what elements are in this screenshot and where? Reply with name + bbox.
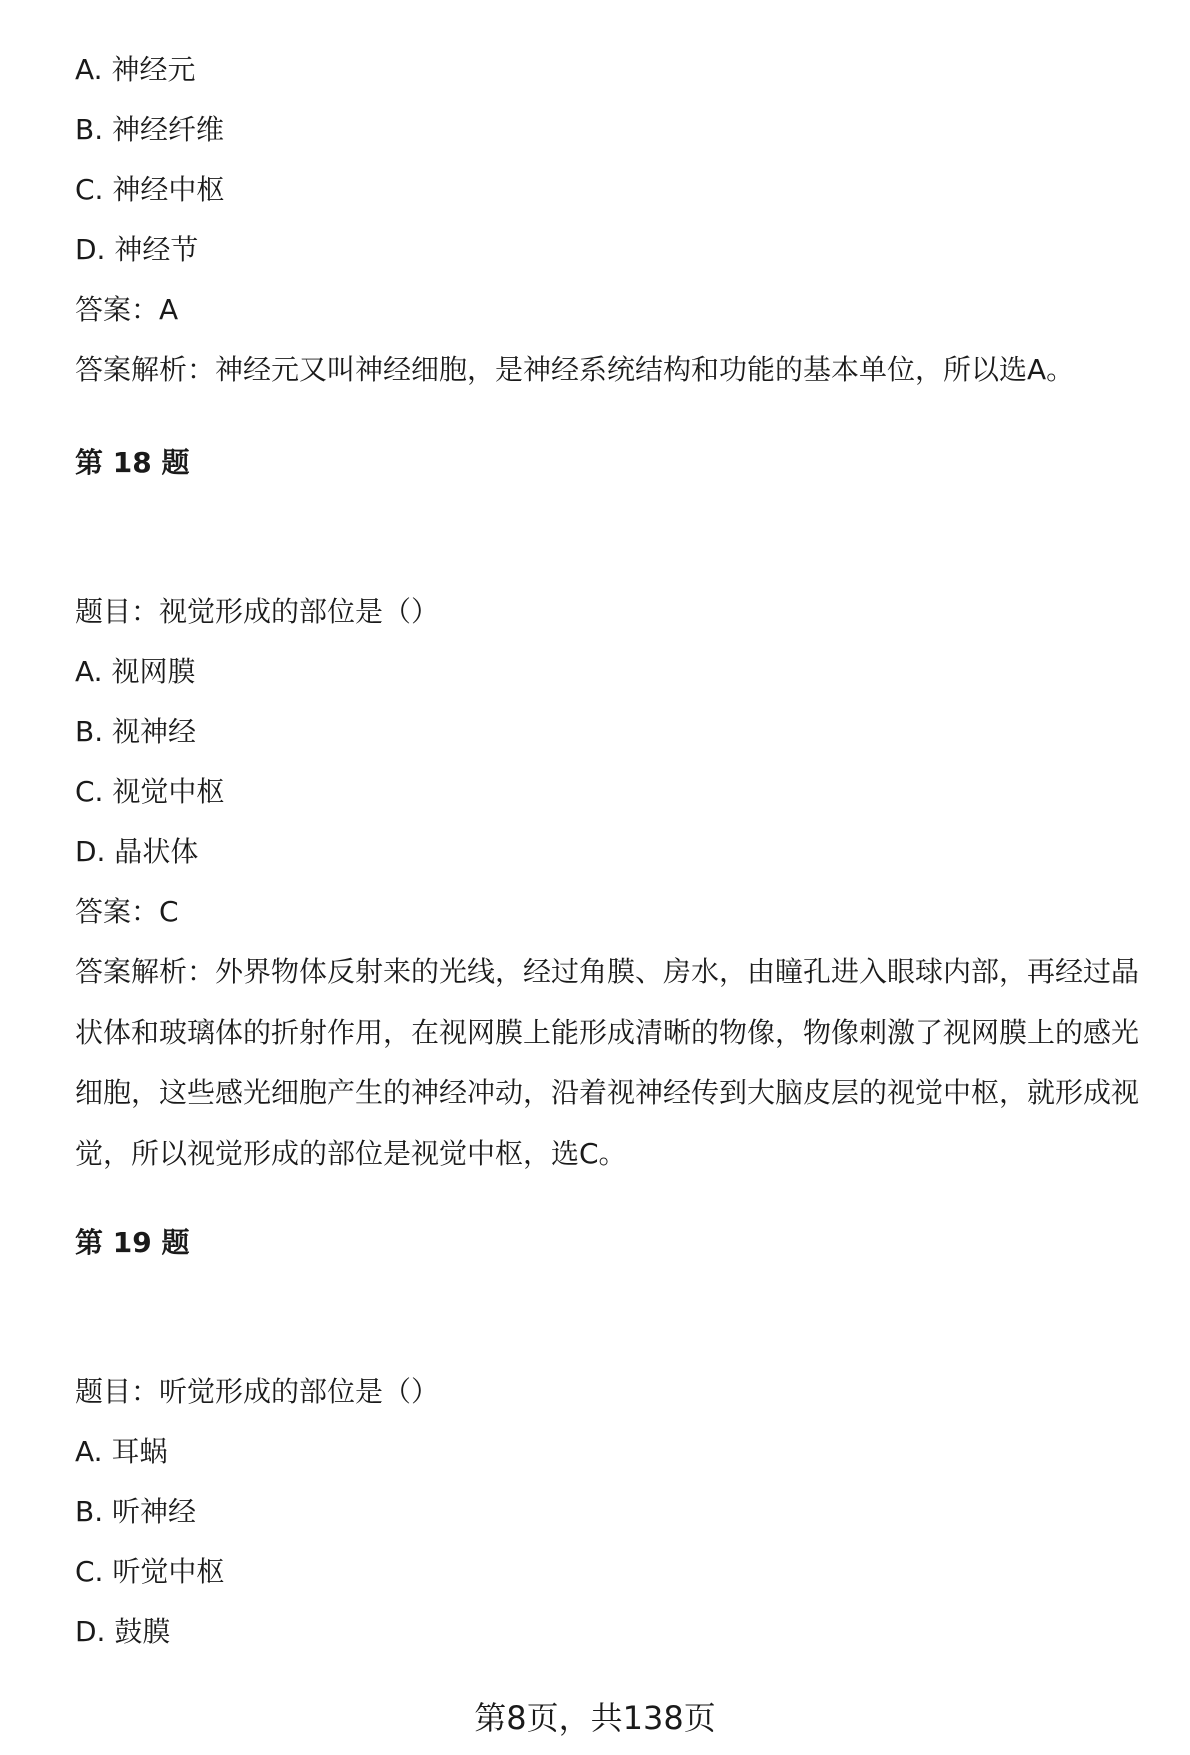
q19-heading: 第 19 题 [75,1226,190,1259]
q17-explanation: 答案解析：神经元又叫神经细胞，是神经系统结构和功能的基本单位，所以选A。 [75,353,1075,386]
q17-option-d: D. 神经节 [75,233,199,266]
q18-answer: 答案：C [75,895,179,928]
q17-option-c: C. 神经中枢 [75,173,225,206]
q19-option-a: A. 耳蜗 [75,1435,168,1468]
q18-heading: 第 18 题 [75,446,190,479]
q17-option-b: B. 神经纤维 [75,113,225,146]
q18-option-b: B. 视神经 [75,715,197,748]
q19-question: 题目：听觉形成的部位是（） [75,1375,440,1408]
page-indicator: 第8页，共138页 [474,1699,716,1737]
q19-option-c: C. 听觉中枢 [75,1555,225,1588]
q19-option-d: D. 鼓膜 [75,1615,171,1648]
q19-option-b: B. 听神经 [75,1495,197,1528]
q18-option-c: C. 视觉中枢 [75,775,225,808]
q18-option-a: A. 视网膜 [75,655,196,688]
q18-question: 题目：视觉形成的部位是（） [75,595,440,628]
q18-explanation: 答案解析：外界物体反射来的光线，经过角膜、房水，由瞳孔进入眼球内部，再经过晶状体和玻璃体的折射作用，在视网膜上能形成清晰的物像，物像刺激了视网膜上的感光细胞，这些感光细胞产生的神经冲动，沿着视神经传到大脑皮层的视觉中枢，就形成视觉，所以视觉形成的部位是视觉中枢，选C。 [75,955,1140,1170]
q17-option-a: A. 神经元 [75,53,196,86]
q17-answer: 答案：A [75,293,179,326]
q18-option-d: D. 晶状体 [75,835,199,868]
